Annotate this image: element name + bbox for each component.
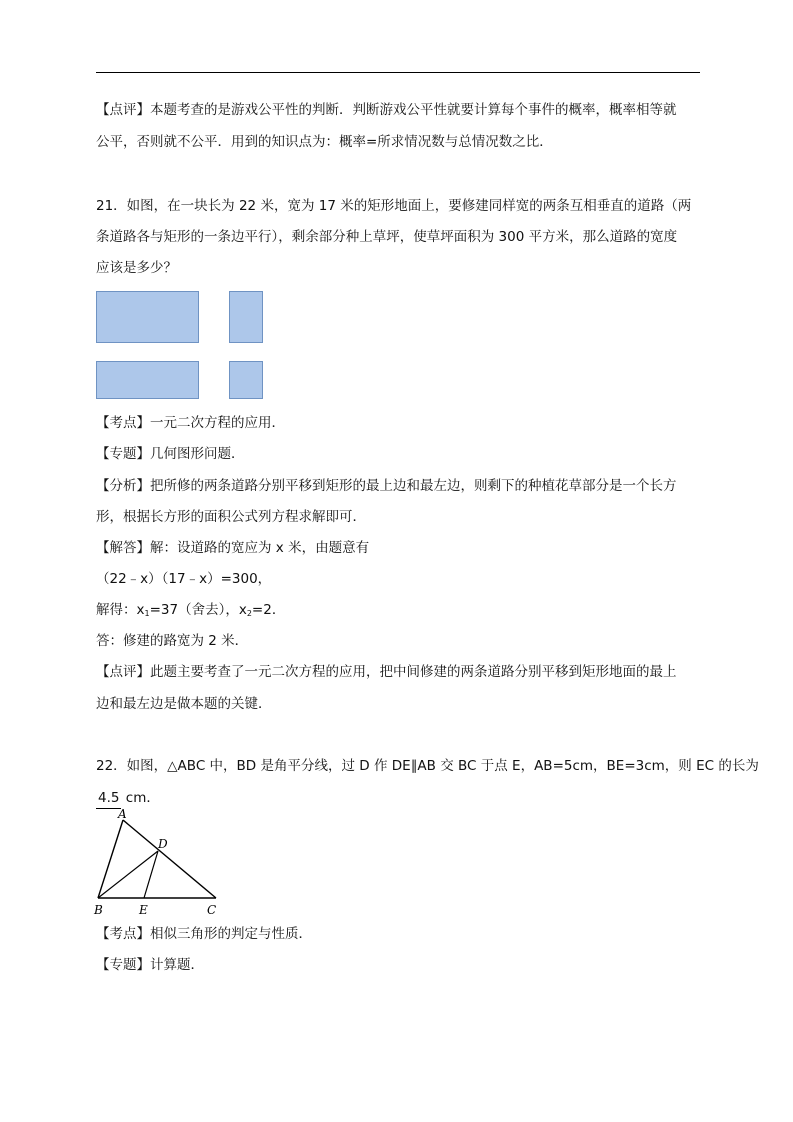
header-rule <box>96 72 700 73</box>
q22-answer-blank: 4.5 <box>96 788 121 809</box>
label-C: C <box>207 903 217 917</box>
q22-answer-line <box>96 788 160 809</box>
q20-review-line2: 公平，否则就不公平．用到的知识点为：概率=所求情况数与总情况数之比． <box>96 134 553 150</box>
q20-review-line1: 【点评】本题考查的是游戏公平性的判断．判断游戏公平性就要计算每个事件的概率，概率相等就 <box>96 102 677 118</box>
q22-unit: cm． <box>121 790 160 806</box>
road-rect-bottom-left <box>96 361 199 399</box>
q21-answer: 答：修建的路宽为 2 米． <box>96 633 249 649</box>
q21-jieda: 【解答】解：设道路的宽应为 x 米，由题意有 <box>96 540 370 556</box>
label-D: D <box>158 837 168 851</box>
road-rect-bottom-right <box>229 361 263 399</box>
segment-BD <box>98 851 158 898</box>
q21-kaodian: 【考点】一元二次方程的应用． <box>96 415 285 431</box>
q21-dianping-line1: 【点评】此题主要考查了一元二次方程的应用，把中间修建的两条道路分别平移到矩形地面的最上 <box>96 664 677 680</box>
q22-stem-line1: 22．如图，△ABC 中，BD 是角平分线，过 D 作 DE∥AB 交 BC 于点 E，AB=5cm，BE=3cm，则 EC 的长为 <box>96 758 759 774</box>
road-rect-top-left <box>96 291 199 343</box>
road-rect-top-right <box>229 291 263 343</box>
q21-fenxi-line2: 形，根据长方形的面积公式列方程求解即可． <box>96 509 366 525</box>
q21-stem-line2: 条道路各与矩形的一条边平行），剩余部分种上草坪，使草坪面积为 300 平方米，那么道路的宽度 <box>96 229 678 245</box>
edge-AC <box>123 820 216 898</box>
q21-solution: 解得：$x_1=37$（舍去），$x_2=2$． <box>96 602 286 618</box>
q21-dianping-line2: 边和最左边是做本题的关键． <box>96 696 272 712</box>
q21-equation: （22﹣x）（17﹣x）=300， <box>96 571 272 587</box>
label-B: B <box>94 903 103 917</box>
q21-stem-line3: 应该是多少？ <box>96 260 177 276</box>
q21-fenxi-line1: 【分析】把所修的两条道路分别平移到矩形的最上边和最左边，则剩下的种植花草部分是一个长方 <box>96 478 677 494</box>
q21-zhuanti: 【专题】几何图形问题． <box>96 446 245 462</box>
label-E: E <box>139 903 148 917</box>
q21-stem-line1: 21．如图，在一块长为 22 米，宽为 17 米的矩形地面上，要修建同样宽的两条互相垂直的道路（两 <box>96 198 692 214</box>
edge-AB <box>98 820 123 898</box>
q22-zhuanti: 【专题】计算题． <box>96 957 204 973</box>
segment-DE <box>144 851 158 898</box>
label-A: A <box>118 808 127 821</box>
q22-triangle-figure <box>90 808 225 920</box>
q22-kaodian: 【考点】相似三角形的判定与性质． <box>96 926 312 942</box>
